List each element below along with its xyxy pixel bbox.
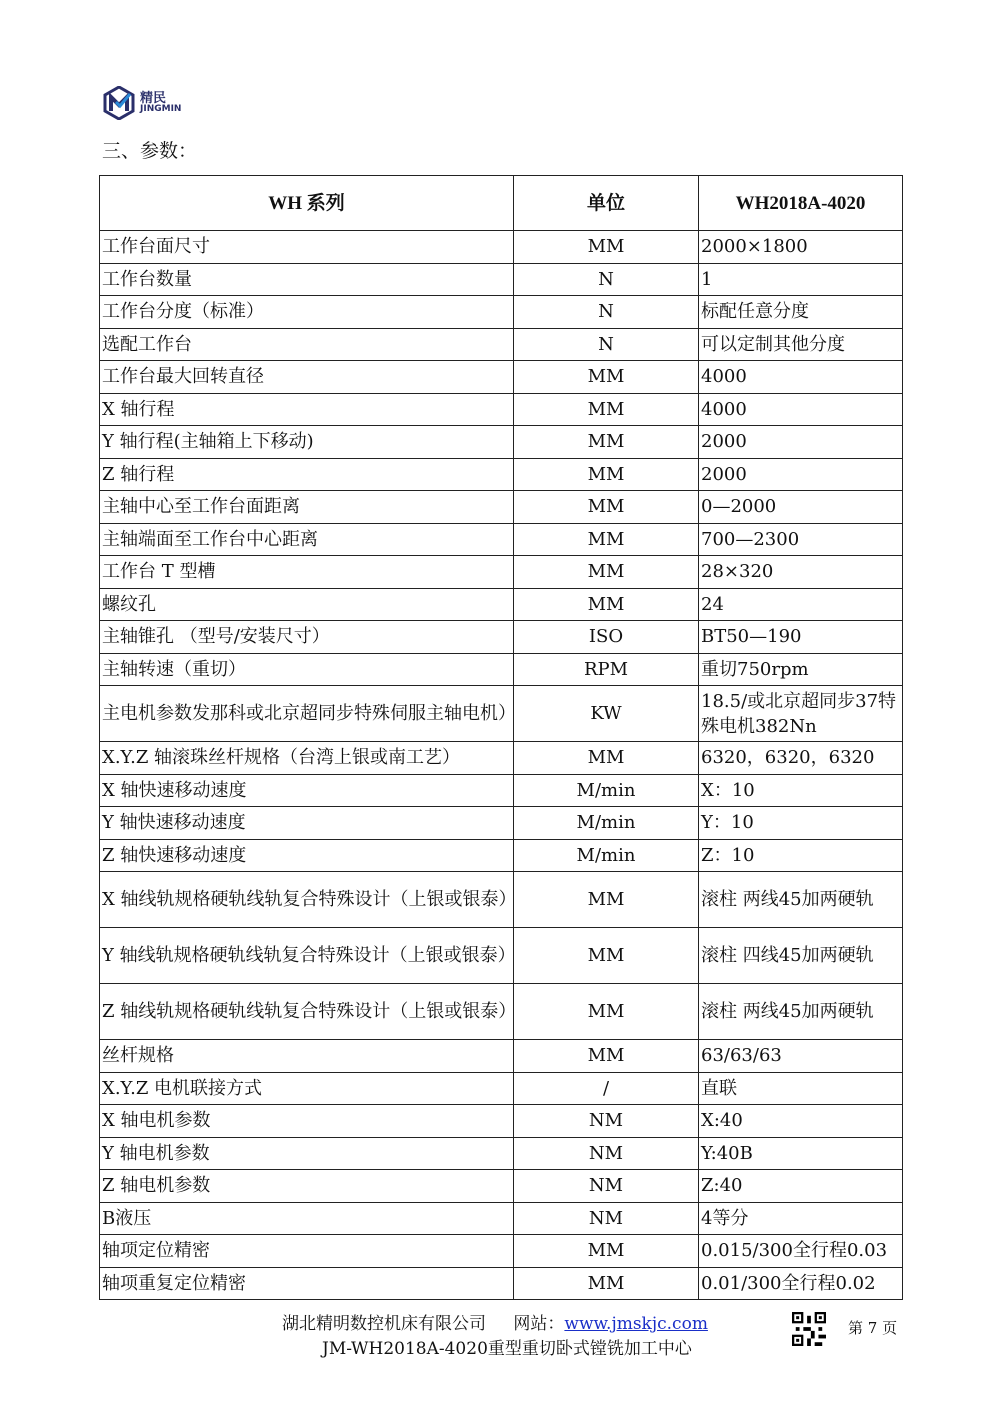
logo-en: JINGMIN	[140, 104, 182, 114]
param-unit: ISO	[514, 621, 699, 654]
param-unit: NM	[514, 1105, 699, 1138]
table-row	[100, 1202, 903, 1235]
param-value: 18.5/或北京超同步37特殊电机382Nn	[699, 686, 903, 742]
table-row	[100, 263, 903, 296]
table-row	[100, 328, 903, 361]
param-value: X：10	[699, 774, 903, 807]
param-name: Y 轴行程(主轴箱上下移动)	[100, 426, 514, 459]
param-unit: MM	[514, 523, 699, 556]
param-name: 主轴中心至工作台面距离	[100, 491, 514, 524]
param-unit: MM	[514, 984, 699, 1040]
param-name: 螺纹孔	[100, 588, 514, 621]
param-name: 工作台面尺寸	[100, 231, 514, 264]
param-value: 2000	[699, 426, 903, 459]
param-name: X 轴线轨规格硬轨线轨复合特殊设计（上银或银泰）	[100, 872, 514, 928]
table-row	[100, 556, 903, 589]
section-title: 三、参数：	[102, 140, 198, 162]
param-value: 28×320	[699, 556, 903, 589]
footer-company: 湖北精明数控机床有限公司	[282, 1314, 486, 1334]
table-row	[100, 872, 903, 928]
table-row	[100, 621, 903, 654]
param-name: 工作台分度（标准）	[100, 296, 514, 329]
param-name: Z 轴快速移动速度	[100, 839, 514, 872]
table-row	[100, 686, 903, 742]
header-unit: 单位	[514, 176, 699, 231]
param-value: 滚柱 四线45加两硬轨	[699, 928, 903, 984]
param-name: 丝杆规格	[100, 1040, 514, 1073]
table-row	[100, 1105, 903, 1138]
header-series: WH 系列	[100, 176, 514, 231]
param-value: 6320，6320，6320	[699, 742, 903, 775]
table-row	[100, 774, 903, 807]
param-unit: NM	[514, 1137, 699, 1170]
param-name: 工作台最大回转直径	[100, 361, 514, 394]
param-name: 主轴转速（重切）	[100, 653, 514, 686]
param-value: 4等分	[699, 1202, 903, 1235]
param-unit: MM	[514, 1235, 699, 1268]
param-value: 0.015/300全行程0.03	[699, 1235, 903, 1268]
param-value: Y:40B	[699, 1137, 903, 1170]
param-name: 轴项定位精密	[100, 1235, 514, 1268]
param-unit: MM	[514, 393, 699, 426]
param-name: 主轴锥孔 （型号/安装尺寸）	[100, 621, 514, 654]
param-value: Z:40	[699, 1170, 903, 1203]
table-row	[100, 426, 903, 459]
spec-table	[99, 175, 903, 1300]
param-unit: MM	[514, 556, 699, 589]
param-value: 2000	[699, 458, 903, 491]
param-unit: NM	[514, 1202, 699, 1235]
param-unit: M/min	[514, 839, 699, 872]
param-name: Z 轴线轨规格硬轨线轨复合特殊设计（上银或银泰）	[100, 984, 514, 1040]
param-value: Y：10	[699, 807, 903, 840]
param-value: 0—2000	[699, 491, 903, 524]
param-value: 4000	[699, 361, 903, 394]
param-unit: N	[514, 328, 699, 361]
param-unit: MM	[514, 361, 699, 394]
table-row	[100, 1235, 903, 1268]
param-name: X.Y.Z 电机联接方式	[100, 1072, 514, 1105]
param-value: 24	[699, 588, 903, 621]
table-row	[100, 393, 903, 426]
param-unit: MM	[514, 588, 699, 621]
param-name: 选配工作台	[100, 328, 514, 361]
param-unit: MM	[514, 231, 699, 264]
footer-website-label: 网站：	[513, 1314, 565, 1334]
param-value: 可以定制其他分度	[699, 328, 903, 361]
param-value: 0.01/300全行程0.02	[699, 1267, 903, 1300]
website-link[interactable]: www.jmskjc.com	[564, 1314, 708, 1334]
param-name: Z 轴行程	[100, 458, 514, 491]
param-unit: MM	[514, 1267, 699, 1300]
param-name: 主电机参数发那科或北京超同步特殊伺服主轴电机）	[100, 686, 514, 742]
logo-cn: 精民	[140, 91, 167, 106]
table-row	[100, 807, 903, 840]
param-unit: M/min	[514, 774, 699, 807]
table-row	[100, 1137, 903, 1170]
param-value: 滚柱 两线45加两硬轨	[699, 984, 903, 1040]
param-unit: MM	[514, 872, 699, 928]
param-value: X:40	[699, 1105, 903, 1138]
param-name: X 轴电机参数	[100, 1105, 514, 1138]
param-name: 工作台 T 型槽	[100, 556, 514, 589]
param-unit: MM	[514, 1040, 699, 1073]
table-row	[100, 742, 903, 775]
param-name: 工作台数量	[100, 263, 514, 296]
table-header	[100, 176, 903, 231]
param-name: X 轴快速移动速度	[100, 774, 514, 807]
param-value: 滚柱 两线45加两硬轨	[699, 872, 903, 928]
param-value: BT50—190	[699, 621, 903, 654]
table-row	[100, 1170, 903, 1203]
table-row	[100, 231, 903, 264]
qr-code-icon	[792, 1312, 826, 1346]
param-value: Z：10	[699, 839, 903, 872]
param-name: X.Y.Z 轴滚珠丝杆规格（台湾上银或南工艺）	[100, 742, 514, 775]
table-row	[100, 1072, 903, 1105]
param-value: 2000×1800	[699, 231, 903, 264]
param-unit: N	[514, 296, 699, 329]
param-unit: M/min	[514, 807, 699, 840]
table-row	[100, 588, 903, 621]
param-name: B液压	[100, 1202, 514, 1235]
param-name: Z 轴电机参数	[100, 1170, 514, 1203]
param-value: 标配任意分度	[699, 296, 903, 329]
param-unit: N	[514, 263, 699, 296]
param-name: Y 轴电机参数	[100, 1137, 514, 1170]
table-row	[100, 296, 903, 329]
header-model: WH2018A-4020	[699, 176, 903, 231]
param-unit: NM	[514, 1170, 699, 1203]
param-value: 63/63/63	[699, 1040, 903, 1073]
param-value: 700—2300	[699, 523, 903, 556]
company-logo	[102, 86, 181, 120]
param-name: Y 轴线轨规格硬轨线轨复合特殊设计（上银或银泰）	[100, 928, 514, 984]
param-name: 轴项重复定位精密	[100, 1267, 514, 1300]
table-row	[100, 491, 903, 524]
table-row	[100, 984, 903, 1040]
table-row	[100, 1040, 903, 1073]
table-row	[100, 653, 903, 686]
param-unit: MM	[514, 458, 699, 491]
logo-hexagon-icon	[102, 86, 136, 120]
param-name: Y 轴快速移动速度	[100, 807, 514, 840]
param-unit: MM	[514, 928, 699, 984]
param-unit: /	[514, 1072, 699, 1105]
table-row	[100, 361, 903, 394]
param-name: 主轴端面至工作台中心距离	[100, 523, 514, 556]
param-value: 4000	[699, 393, 903, 426]
param-unit: MM	[514, 491, 699, 524]
param-value: 1	[699, 263, 903, 296]
param-value: 直联	[699, 1072, 903, 1105]
table-row	[100, 1267, 903, 1300]
footer-doc-title: JM-WH2018A-4020重型重切卧式镗铣加工中心	[322, 1339, 692, 1359]
param-unit: KW	[514, 686, 699, 742]
table-row	[100, 839, 903, 872]
param-name: X 轴行程	[100, 393, 514, 426]
param-value: 重切750rpm	[699, 653, 903, 686]
table-row	[100, 523, 903, 556]
table-row	[100, 458, 903, 491]
param-unit: MM	[514, 426, 699, 459]
footer-company-line	[282, 1309, 708, 1334]
param-unit: MM	[514, 742, 699, 775]
param-unit: RPM	[514, 653, 699, 686]
table-row	[100, 928, 903, 984]
page-number: 第 7 页	[848, 1319, 898, 1337]
